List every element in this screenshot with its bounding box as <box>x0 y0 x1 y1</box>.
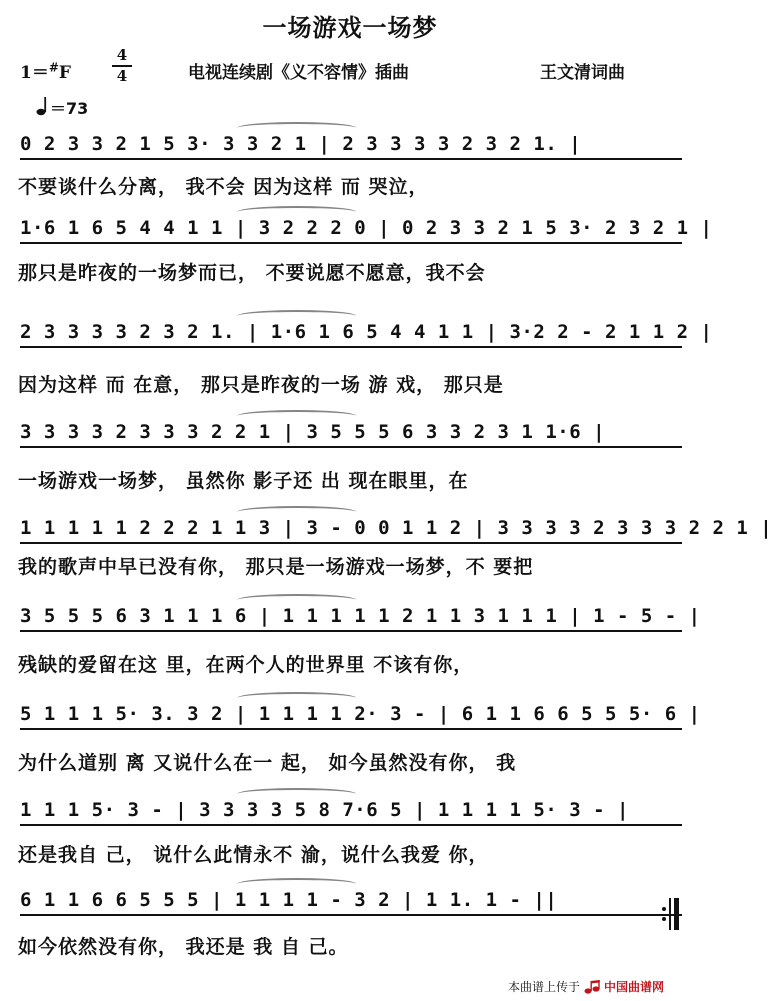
lyric-line-4: 一场游戏一场梦， 虽然你 影子还 出 现在眼里，在 <box>18 470 469 492</box>
sharp-sign: # <box>48 60 59 75</box>
song-title: 一场游戏一场梦 <box>262 13 438 42</box>
notation-line-3: 2 3 3 3 3 2 3 2 1. | 1·6 1 6 5 4 4 1 1 | 3·2 2 - 2 1 1 2 | <box>20 318 682 346</box>
notation-line-9: 6 1 1 6 6 5 5 5 | 1 1 1 1 - 3 2 | 1 1. 1 - || <box>20 886 682 914</box>
meter-top: 4 <box>116 46 128 64</box>
key-signature <box>20 58 71 83</box>
meter-bottom: 4 <box>116 67 128 85</box>
song-subtitle: 电视连续剧《义不容情》插曲 <box>188 63 409 83</box>
watermark-footer <box>508 978 664 995</box>
notation-line-8: 1 1 1 5· 3 - | 3 3 3 3 5 8 7·6 5 | 1 1 1 1 5· 3 - | <box>20 796 682 824</box>
song-author: 王文清词曲 <box>540 63 625 83</box>
lyric-line-2: 那只是昨夜的一场梦而已， 不要说愿不愿意，我不会 <box>18 262 486 284</box>
notation-line-1: 0 2 3 3 2 1 5 3· 3 3 2 1 | 2 3 3 3 3 2 3 2 1. | <box>20 130 682 158</box>
watermark-text: 本曲谱上传于 <box>508 980 581 994</box>
notation-line-6: 3 5 5 5 6 3 1 1 1 6 | 1 1 1 1 1 2 1 1 3 1 1 1 | 1 - 5 - | <box>20 602 682 630</box>
key-prefix: 1＝ <box>20 63 49 83</box>
time-signature <box>112 47 132 85</box>
notation-line-2: 1·6 1 6 5 4 4 1 1 | 3 2 2 2 0 | 0 2 3 3 2 1 5 3· 2 3 2 1 | <box>20 214 682 242</box>
lyric-line-1: 不要谈什么分离， 我不会 因为这样 而 哭泣， <box>18 176 429 198</box>
tempo-value: ＝73 <box>50 99 89 118</box>
tempo-marking <box>36 96 88 119</box>
lyric-line-3: 因为这样 而 在意， 那只是昨夜的一场 游 戏， 那只是 <box>18 374 504 396</box>
notation-line-7: 5 1 1 1 5· 3. 3 2 | 1 1 1 1 2· 3 - | 6 1 1 6 6 5 5 5· 6 | <box>20 700 682 728</box>
lyric-line-8: 还是我自 己， 说什么此情永不 渝，说什么我爱 你， <box>18 844 489 866</box>
notation-line-4: 3 3 3 3 2 3 3 3 2 2 1 | 3 5 5 5 6 3 3 2 3 1 1·6 | <box>20 418 682 446</box>
music-logo-icon <box>584 980 600 994</box>
lyric-line-6: 残缺的爱留在这 里，在两个人的世界里 不该有你， <box>18 654 474 676</box>
watermark-brand: 中国曲谱网 <box>604 980 665 994</box>
notation-line-5: 1 1 1 1 1 2 2 2 1 1 3 | 3 - 0 0 1 1 2 | 3 3 3 3 2 3 3 3 2 2 1 | <box>20 514 682 542</box>
key-note: F <box>58 63 71 83</box>
lyric-line-9: 如今依然没有你， 我还是 我 自 己。 <box>18 936 349 958</box>
quarter-note-icon <box>36 96 48 116</box>
final-barline-icon <box>660 898 682 930</box>
lyric-line-7: 为什么道别 离 又说什么在一 起， 如今虽然没有你， 我 <box>18 752 517 774</box>
lyric-line-5: 我的歌声中早已没有你， 那只是一场游戏一场梦，不 要把 <box>18 556 534 578</box>
